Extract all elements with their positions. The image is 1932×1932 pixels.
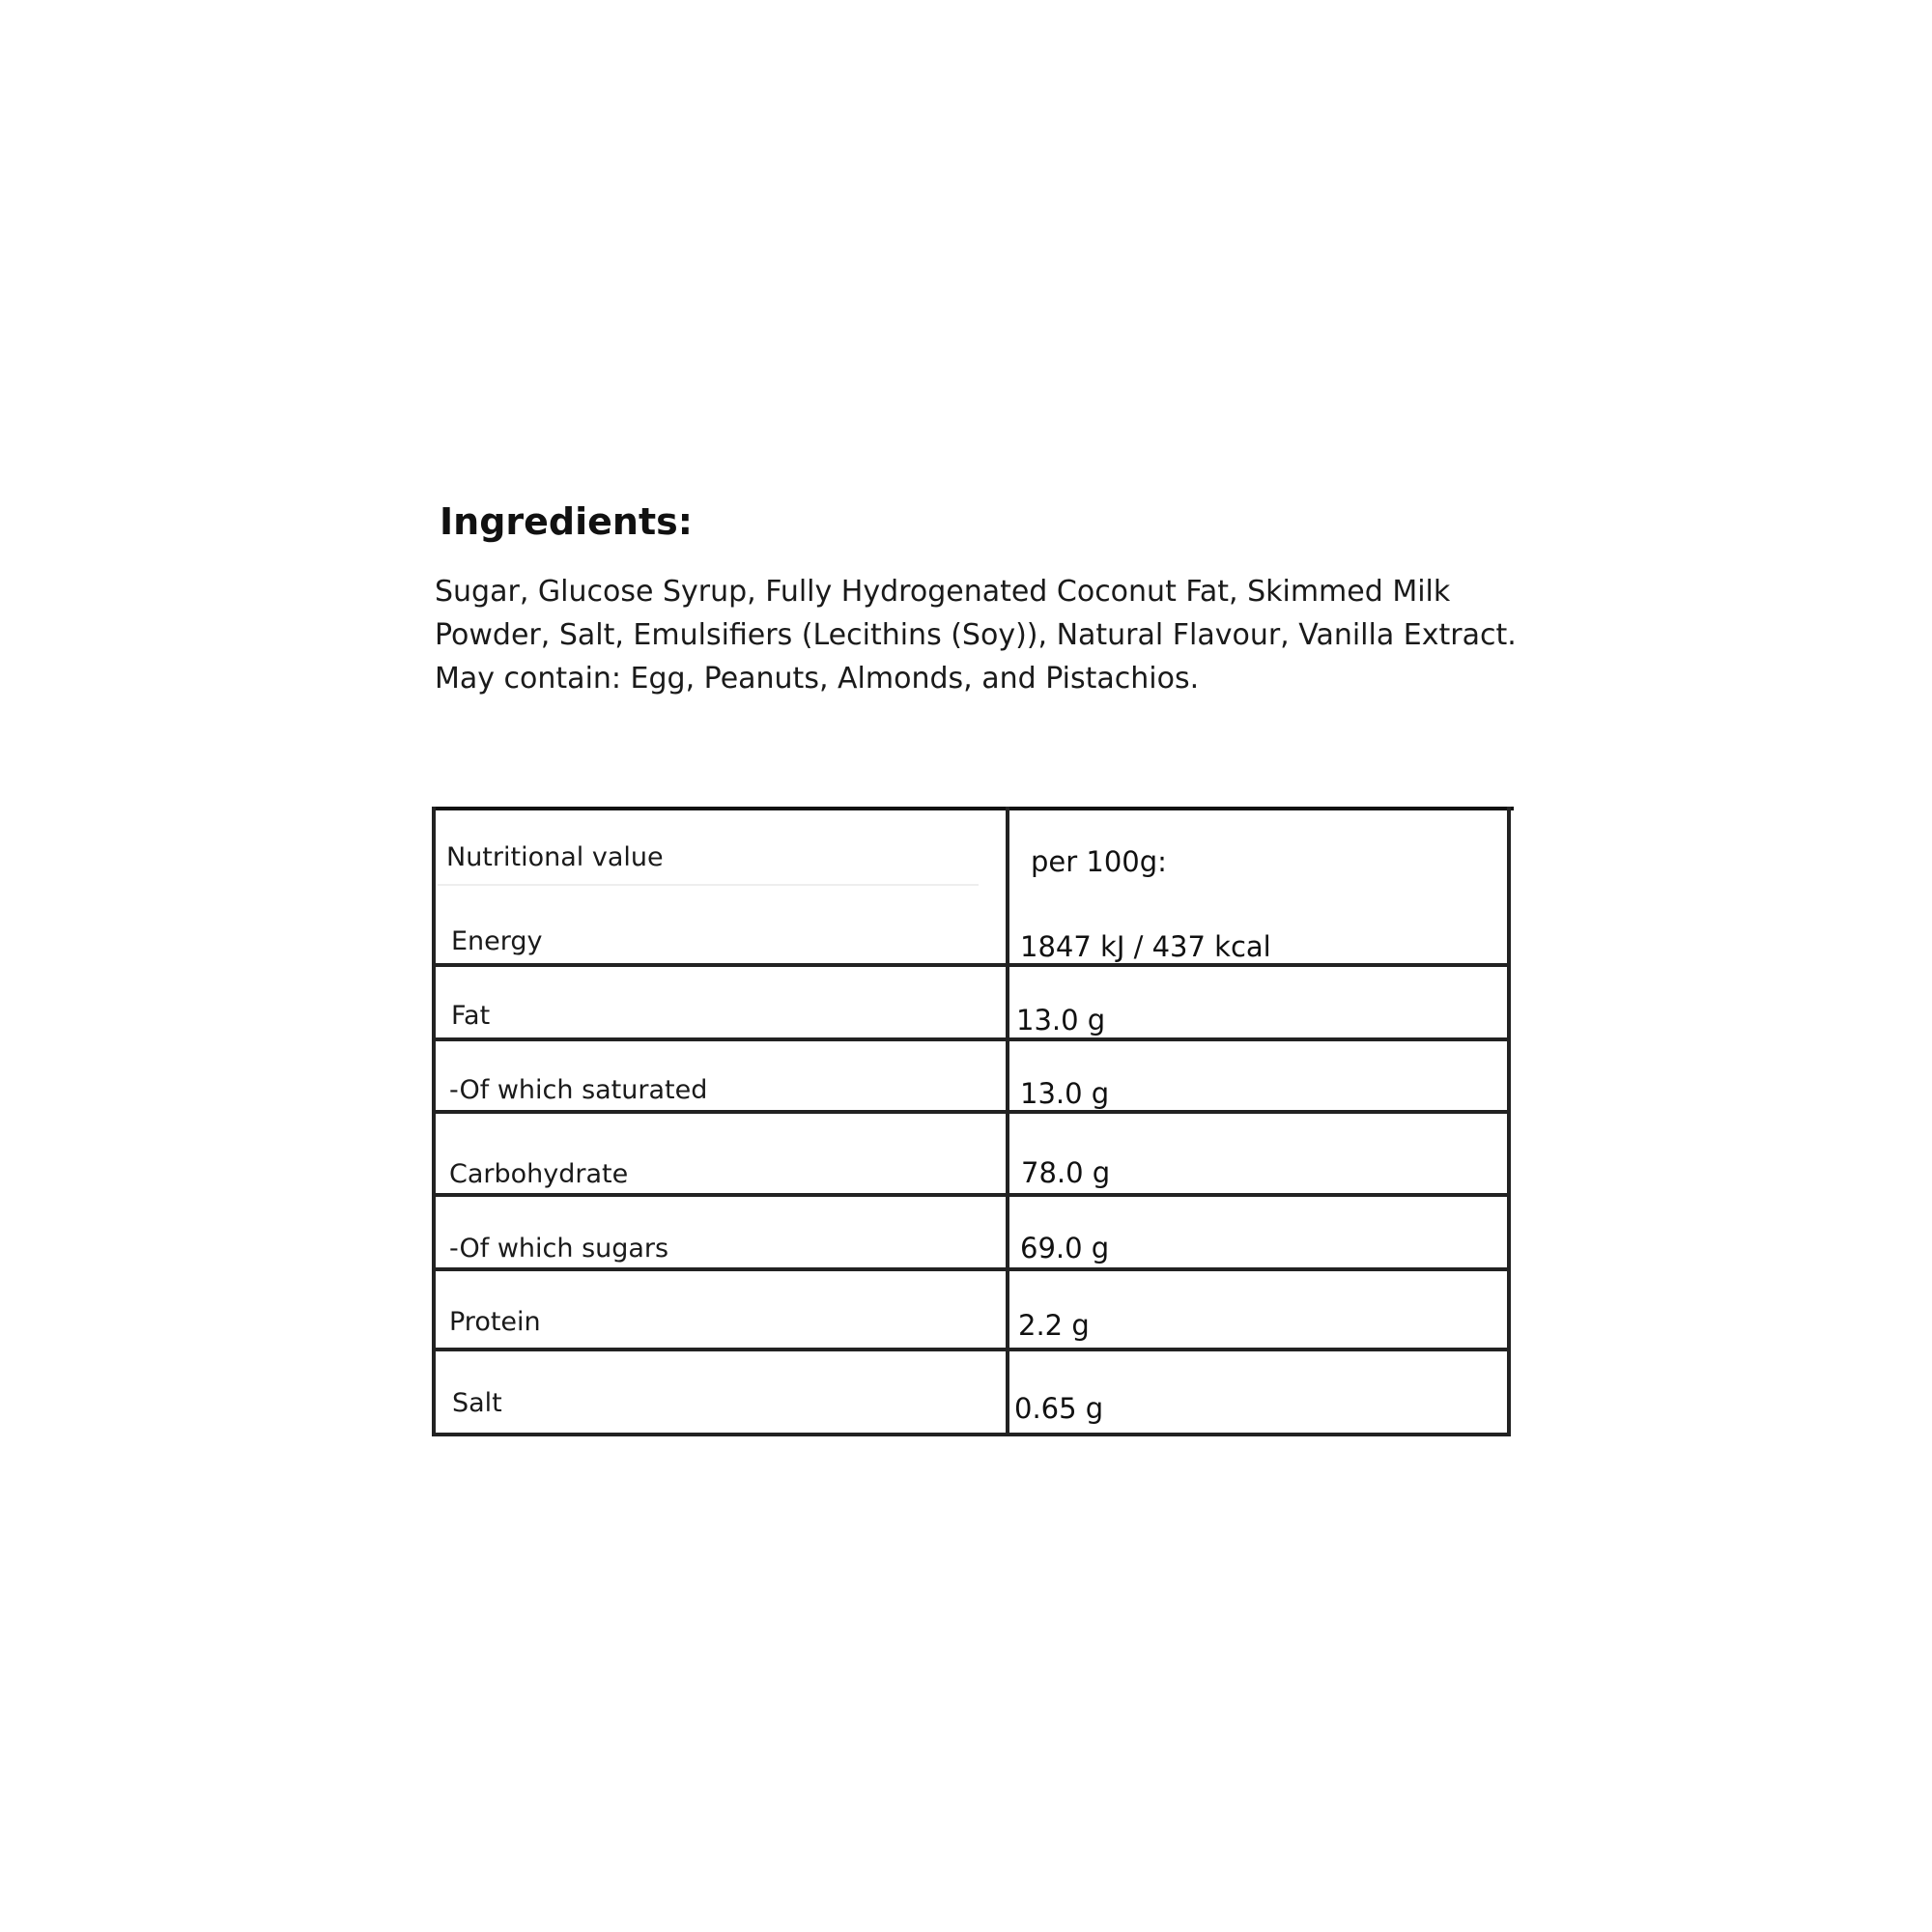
- row-value-sugars: 69.0 g: [1020, 1232, 1110, 1264]
- ingredients-line: Sugar, Glucose Syrup, Fully Hydrogenated Coconut Fat, Skimmed Milk: [435, 575, 1451, 609]
- row-label-protein: Protein: [449, 1307, 541, 1337]
- row-divider: [432, 1267, 1511, 1271]
- row-label-energy: Energy: [451, 926, 543, 956]
- row-value-saturated: 13.0 g: [1020, 1077, 1110, 1110]
- ingredients-title: Ingredients:: [440, 500, 693, 543]
- table-left-border: [432, 807, 436, 1436]
- row-label-carbohydrate: Carbohydrate: [449, 1159, 629, 1189]
- header-label: Nutritional value: [446, 842, 664, 872]
- table-right-border: [1507, 807, 1511, 1436]
- row-label-fat: Fat: [451, 1001, 491, 1031]
- table-top-border: [432, 807, 1514, 810]
- row-label-salt: Salt: [452, 1388, 502, 1418]
- row-label-saturated: -Of which saturated: [449, 1075, 708, 1105]
- row-divider: [432, 1193, 1511, 1197]
- ingredients-text: [435, 570, 1526, 700]
- header-underline: [438, 884, 979, 886]
- nutrition-table: [432, 807, 1511, 1436]
- row-divider: [432, 963, 1511, 967]
- row-value-carbohydrate: 78.0 g: [1021, 1156, 1111, 1189]
- ingredients-line: May contain: Egg, Peanuts, Almonds, and Pistachios.: [435, 662, 1200, 696]
- row-divider: [432, 1348, 1511, 1351]
- ingredients-line: Powder, Salt, Emulsifiers (Lecithins (Soy)), Natural Flavour, Vanilla Extract.: [435, 618, 1517, 652]
- row-value-salt: 0.65 g: [1014, 1392, 1104, 1425]
- row-value-fat: 13.0 g: [1016, 1004, 1106, 1037]
- row-divider: [432, 1037, 1511, 1041]
- header-value: per 100g:: [1031, 845, 1167, 878]
- table-bottom-border: [432, 1433, 1511, 1436]
- row-value-energy: 1847 kJ / 437 kcal: [1020, 930, 1271, 963]
- row-divider: [432, 1110, 1511, 1114]
- row-value-protein: 2.2 g: [1018, 1309, 1090, 1342]
- row-label-sugars: -Of which sugars: [449, 1234, 669, 1264]
- table-column-divider: [1006, 807, 1009, 1436]
